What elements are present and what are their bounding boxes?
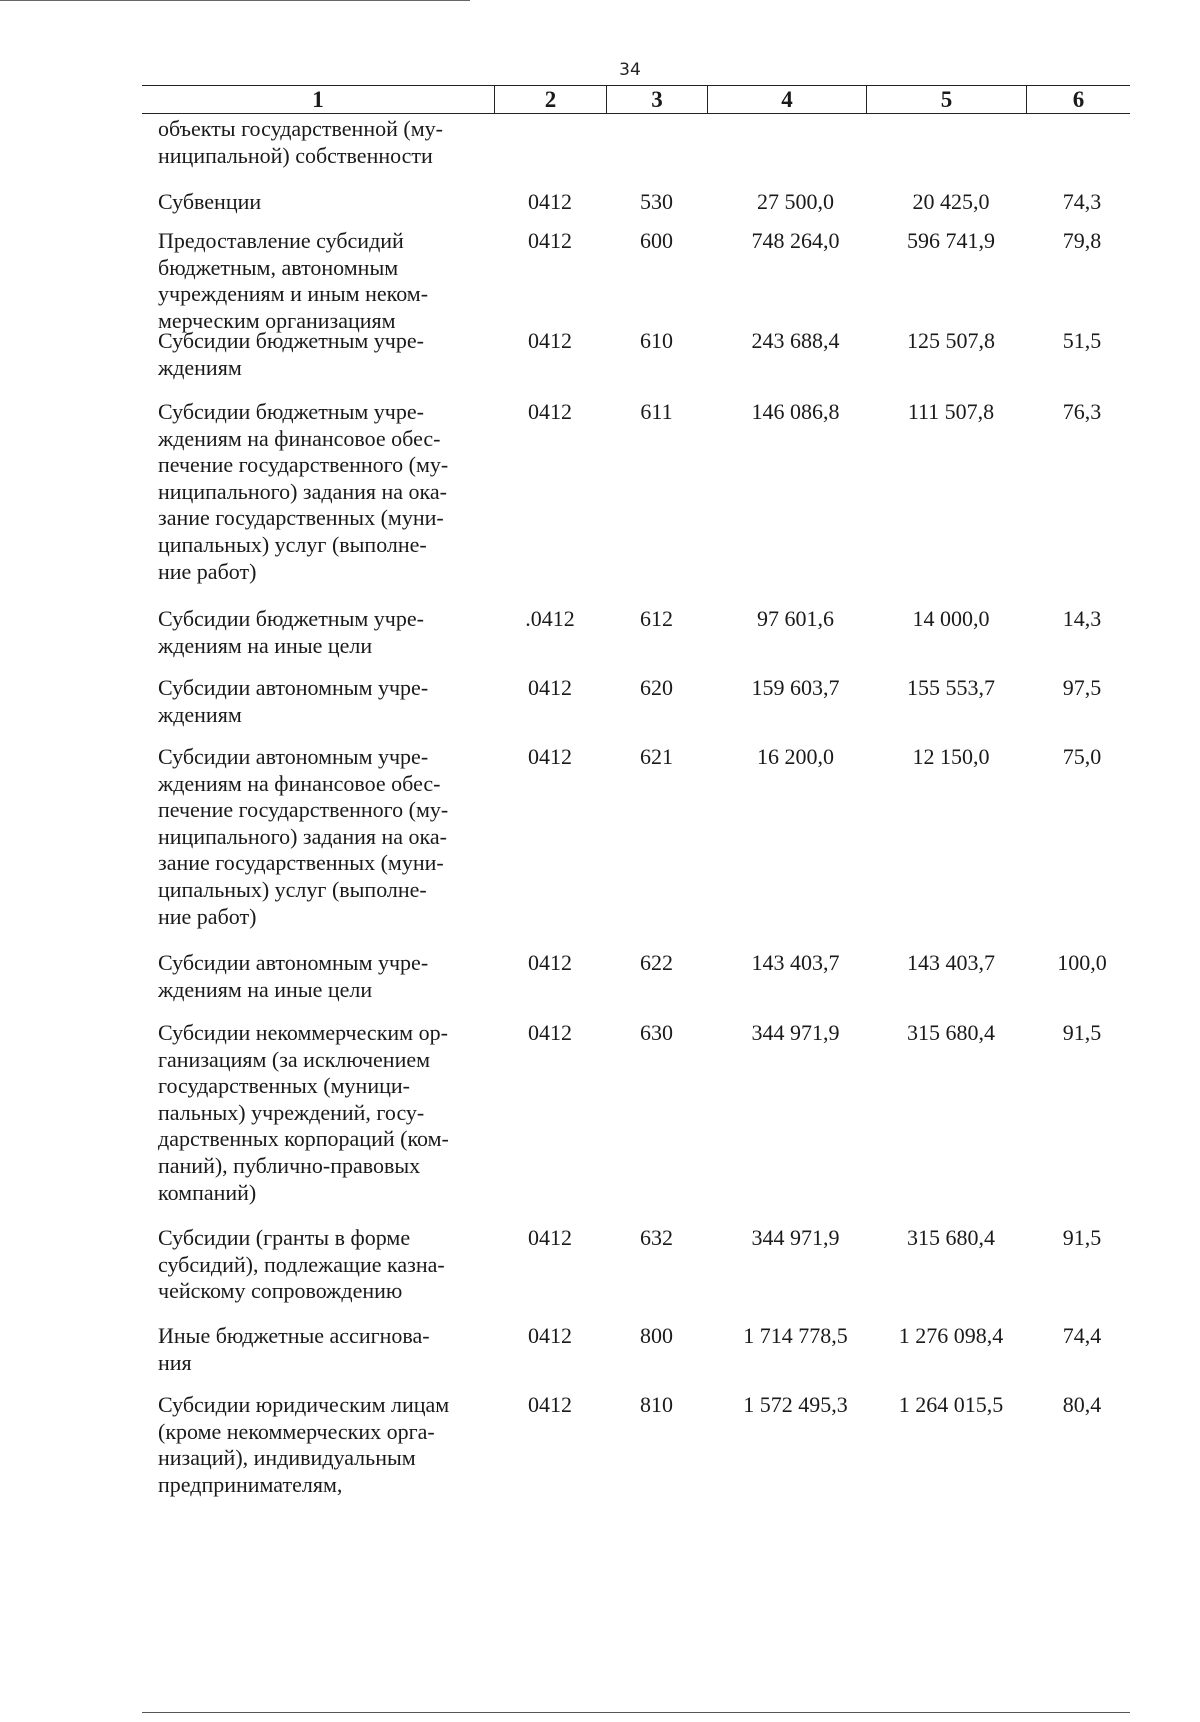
table-row xyxy=(142,606,1130,659)
planned-amount: 1 572 495,3 xyxy=(743,1392,848,1417)
description-line: субсидий), подлежащие казна- xyxy=(158,1251,445,1277)
header-col-5: 5 xyxy=(866,86,1026,113)
description-line: ние работ) xyxy=(158,903,257,929)
actual-amount: 155 553,7 xyxy=(907,675,995,700)
expense-type-code: 530 xyxy=(640,189,673,214)
actual-amount: 596 741,9 xyxy=(907,228,995,253)
table-row xyxy=(142,228,1130,334)
expense-type-code: 600 xyxy=(640,228,673,253)
section-code: 0412 xyxy=(528,950,572,975)
description-line: Субсидии бюджетным учре- xyxy=(158,399,424,424)
row-description xyxy=(142,675,494,728)
description-line: печение государственного (му- xyxy=(158,452,449,478)
table-row xyxy=(142,189,1130,216)
table-row xyxy=(142,675,1130,728)
section-code xyxy=(494,116,606,169)
description-line: ждениям xyxy=(158,701,242,727)
description-line: Предоставление субсидий xyxy=(158,228,404,253)
execution-percent: 80,4 xyxy=(1062,1392,1102,1417)
row-description xyxy=(142,744,494,930)
planned-amount: 344 971,9 xyxy=(751,1225,840,1250)
execution-percent: 74,3 xyxy=(1062,189,1102,214)
description-line: Иные бюджетные ассигнова- xyxy=(158,1323,430,1348)
actual-amount: 315 680,4 xyxy=(907,1020,995,1045)
row-description xyxy=(142,606,494,659)
description-line: ние работ) xyxy=(158,558,257,584)
expense-type-code: 630 xyxy=(640,1020,673,1045)
actual-amount: 125 507,8 xyxy=(907,328,995,353)
description-line: ниципального) задания на ока- xyxy=(158,823,447,849)
actual-amount: 20 425,0 xyxy=(912,189,990,214)
section-code: 0412 xyxy=(528,1020,572,1045)
section-code: 0412 xyxy=(528,328,572,353)
scan-bottom-edge xyxy=(142,1712,1130,1713)
row-description xyxy=(142,1392,494,1498)
description-line: низаций), индивидуальным xyxy=(158,1445,416,1471)
description-line: ния xyxy=(158,1349,192,1375)
description-line: ждениям на иные цели xyxy=(158,976,373,1002)
row-description xyxy=(142,1020,494,1206)
planned-amount: 243 688,4 xyxy=(751,328,840,353)
table-row xyxy=(142,116,1130,169)
table-row xyxy=(142,1392,1130,1498)
table-row xyxy=(142,744,1130,930)
header-col-3: 3 xyxy=(606,86,707,113)
execution-percent: 51,5 xyxy=(1062,328,1102,353)
planned-amount: 344 971,9 xyxy=(751,1020,840,1045)
description-line: пальных) учреждений, госу- xyxy=(158,1099,425,1125)
description-line: государственных (муници- xyxy=(158,1073,410,1099)
table-row xyxy=(142,399,1130,585)
actual-amount: 1 264 015,5 xyxy=(898,1392,1004,1417)
planned-amount: 97 601,6 xyxy=(757,606,834,631)
planned-amount: 1 714 778,5 xyxy=(743,1323,848,1348)
expense-type-code xyxy=(606,116,707,169)
planned-amount xyxy=(707,116,866,169)
planned-amount: 159 603,7 xyxy=(751,675,840,700)
description-line: Субсидии бюджетным учре- xyxy=(158,606,424,631)
table-row xyxy=(142,950,1130,1003)
description-line: ждениям на финансовое обес- xyxy=(158,770,441,796)
row-description xyxy=(142,950,494,1003)
expense-type-code: 612 xyxy=(640,606,673,631)
actual-amount: 143 403,7 xyxy=(907,950,995,975)
section-code: 0412 xyxy=(528,1323,572,1348)
description-line: Субсидии автономным учре- xyxy=(158,675,429,700)
budget-table xyxy=(142,85,1130,1497)
execution-percent: 91,5 xyxy=(1062,1020,1102,1045)
expense-type-code: 622 xyxy=(640,950,673,975)
section-code: 0412 xyxy=(528,228,572,253)
section-code: .0412 xyxy=(525,606,575,631)
execution-percent: 76,3 xyxy=(1062,399,1102,424)
description-line: мерческим организациям xyxy=(158,307,396,333)
table-header xyxy=(142,85,1130,114)
row-description xyxy=(142,189,494,216)
description-line: компаний) xyxy=(158,1179,257,1205)
description-line: объекты государственной (му- xyxy=(158,116,443,141)
execution-percent: 97,5 xyxy=(1062,675,1102,700)
description-line: дарственных корпораций (ком- xyxy=(158,1126,449,1152)
description-line: предпринимателям, xyxy=(158,1471,343,1497)
expense-type-code: 632 xyxy=(640,1225,673,1250)
execution-percent xyxy=(1026,116,1130,169)
actual-amount: 1 276 098,4 xyxy=(898,1323,1004,1348)
description-line: паний), публично-правовых xyxy=(158,1152,421,1178)
execution-percent: 79,8 xyxy=(1062,228,1102,253)
section-code: 0412 xyxy=(528,399,572,424)
table-row xyxy=(142,1225,1130,1305)
scan-top-edge xyxy=(0,0,470,1)
table-row xyxy=(142,1323,1130,1376)
row-description xyxy=(142,1323,494,1376)
description-line: ципальных) услуг (выполне- xyxy=(158,531,427,557)
expense-type-code: 621 xyxy=(640,744,673,769)
description-line: Субсидии автономным учре- xyxy=(158,950,429,975)
description-line: учреждениям и иным неком- xyxy=(158,281,429,307)
expense-type-code: 610 xyxy=(640,328,673,353)
description-line: ниципальной) собственности xyxy=(158,142,433,168)
description-line: зание государственных (муни- xyxy=(158,850,444,876)
description-line: бюджетным, автономным xyxy=(158,254,399,280)
description-line: Субсидии некоммерческим ор- xyxy=(158,1020,448,1045)
section-code: 0412 xyxy=(528,1225,572,1250)
description-line: ганизациям (за исключением xyxy=(158,1046,431,1072)
execution-percent: 74,4 xyxy=(1062,1323,1102,1348)
row-description xyxy=(142,116,494,169)
actual-amount: 315 680,4 xyxy=(907,1225,995,1250)
description-line: ждениям на финансовое обес- xyxy=(158,425,441,451)
expense-type-code: 810 xyxy=(640,1392,673,1417)
section-code: 0412 xyxy=(528,1392,572,1417)
execution-percent: 14,3 xyxy=(1062,606,1102,631)
planned-amount: 16 200,0 xyxy=(757,744,834,769)
row-description xyxy=(142,328,494,381)
actual-amount xyxy=(866,116,1026,169)
page-number: 34 xyxy=(619,60,641,80)
execution-percent: 100,0 xyxy=(1057,950,1107,975)
row-description xyxy=(142,1225,494,1305)
header-col-4: 4 xyxy=(707,86,866,113)
planned-amount: 146 086,8 xyxy=(751,399,840,424)
section-code: 0412 xyxy=(528,189,572,214)
description-line: ждениям xyxy=(158,354,242,380)
actual-amount: 12 150,0 xyxy=(912,744,990,769)
description-line: ждениям на иные цели xyxy=(158,632,373,658)
planned-amount: 748 264,0 xyxy=(751,228,840,253)
description-line: Субсидии бюджетным учре- xyxy=(158,328,424,353)
header-col-1: 1 xyxy=(312,87,324,112)
expense-type-code: 611 xyxy=(640,399,673,424)
description-line: зание государственных (муни- xyxy=(158,505,444,531)
expense-type-code: 800 xyxy=(640,1323,673,1348)
table-row xyxy=(142,1020,1130,1206)
section-code: 0412 xyxy=(528,744,572,769)
description-line: Субсидии автономным учре- xyxy=(158,744,429,769)
description-line: ципальных) услуг (выполне- xyxy=(158,876,427,902)
header-col-2: 2 xyxy=(494,86,606,113)
row-description xyxy=(142,399,494,585)
description-line: чейскому сопровождению xyxy=(158,1278,403,1304)
description-line: Субвенции xyxy=(158,189,262,214)
row-description xyxy=(142,228,494,334)
planned-amount: 27 500,0 xyxy=(757,189,834,214)
description-line: ниципального) задания на ока- xyxy=(158,478,447,504)
actual-amount: 14 000,0 xyxy=(912,606,990,631)
table-row xyxy=(142,328,1130,381)
description-line: печение государственного (му- xyxy=(158,797,449,823)
planned-amount: 143 403,7 xyxy=(751,950,840,975)
description-line: Субсидии (гранты в форме xyxy=(158,1225,411,1250)
expense-type-code: 620 xyxy=(640,675,673,700)
actual-amount: 111 507,8 xyxy=(907,399,995,424)
header-col-6: 6 xyxy=(1026,86,1130,113)
description-line: (кроме некоммерческих орга- xyxy=(158,1418,435,1444)
execution-percent: 75,0 xyxy=(1062,744,1102,769)
description-line: Субсидии юридическим лицам xyxy=(158,1392,450,1417)
execution-percent: 91,5 xyxy=(1062,1225,1102,1250)
section-code: 0412 xyxy=(528,675,572,700)
